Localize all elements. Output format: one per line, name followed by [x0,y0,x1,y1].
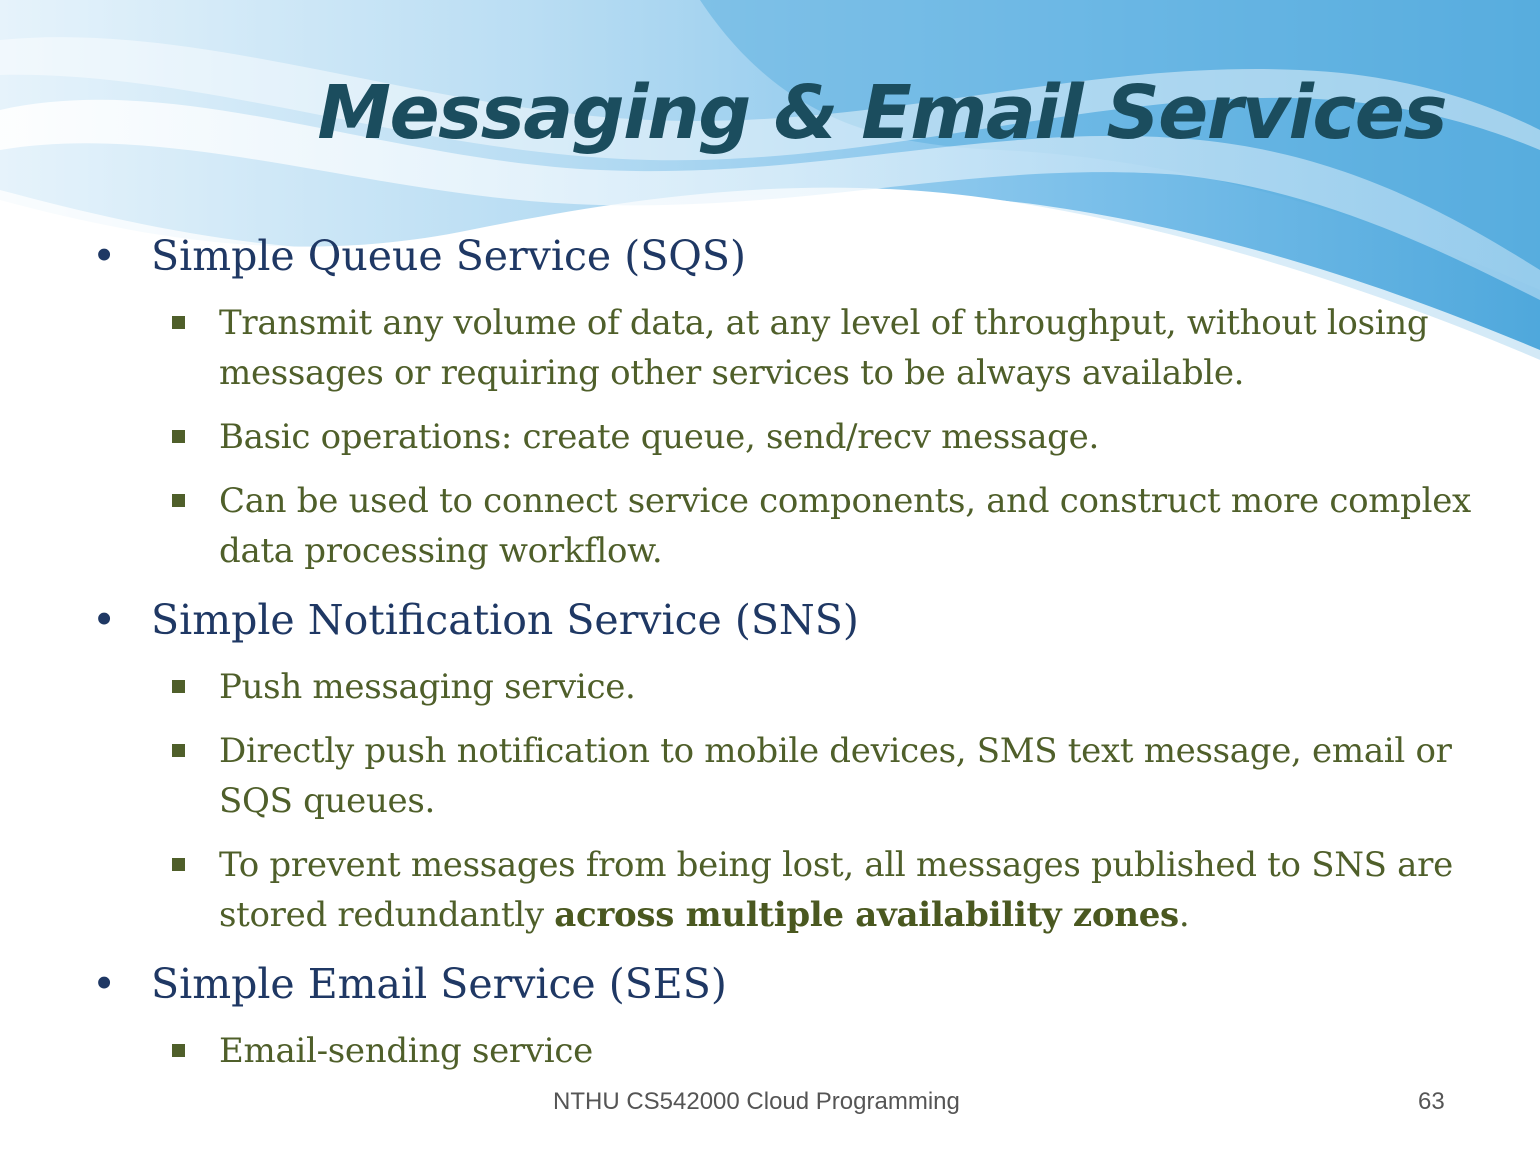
round-bullet-icon: • [92,596,117,644]
list-item: Basic operations: create queue, send/recv message. [0,412,1540,462]
square-bullet-icon [172,1044,185,1057]
round-bullet-icon: • [92,232,117,280]
square-bullet-icon [172,430,185,443]
section-heading-ses: • Simple Email Service (SES) [0,956,1540,1012]
list-item: Can be used to connect service components, and construct more complex data processing workflow. [0,476,1540,576]
list-item: Transmit any volume of data, at any level of throughput, without losing messages or requiring other services to be always available. [0,298,1540,398]
footer-text: NTHU CS542000 Cloud Programming [553,1088,960,1115]
list-item: Push messaging service. [0,662,1540,712]
bullet-list [0,228,1540,1076]
list-item: Email-sending service [0,1026,1540,1076]
square-bullet-icon [172,494,185,507]
square-bullet-icon [172,858,185,871]
list-item: Directly push notification to mobile devices, SMS text message, email or SQS queues. [0,726,1540,826]
page-number: 63 [1418,1088,1445,1115]
square-bullet-icon [172,744,185,757]
slide-title: Messaging & Email Services [317,70,1446,156]
round-bullet-icon: • [92,960,117,1008]
section-heading-sqs: • Simple Queue Service (SQS) [0,228,1540,284]
square-bullet-icon [172,680,185,693]
square-bullet-icon [172,316,185,329]
section-heading-sns: • Simple Notification Service (SNS) [0,592,1540,648]
emphasis-text: across multiple availability zones [554,895,1179,935]
list-item: To prevent messages from being lost, all messages published to SNS are stored redundantly across multiple availability zones. [0,840,1540,940]
